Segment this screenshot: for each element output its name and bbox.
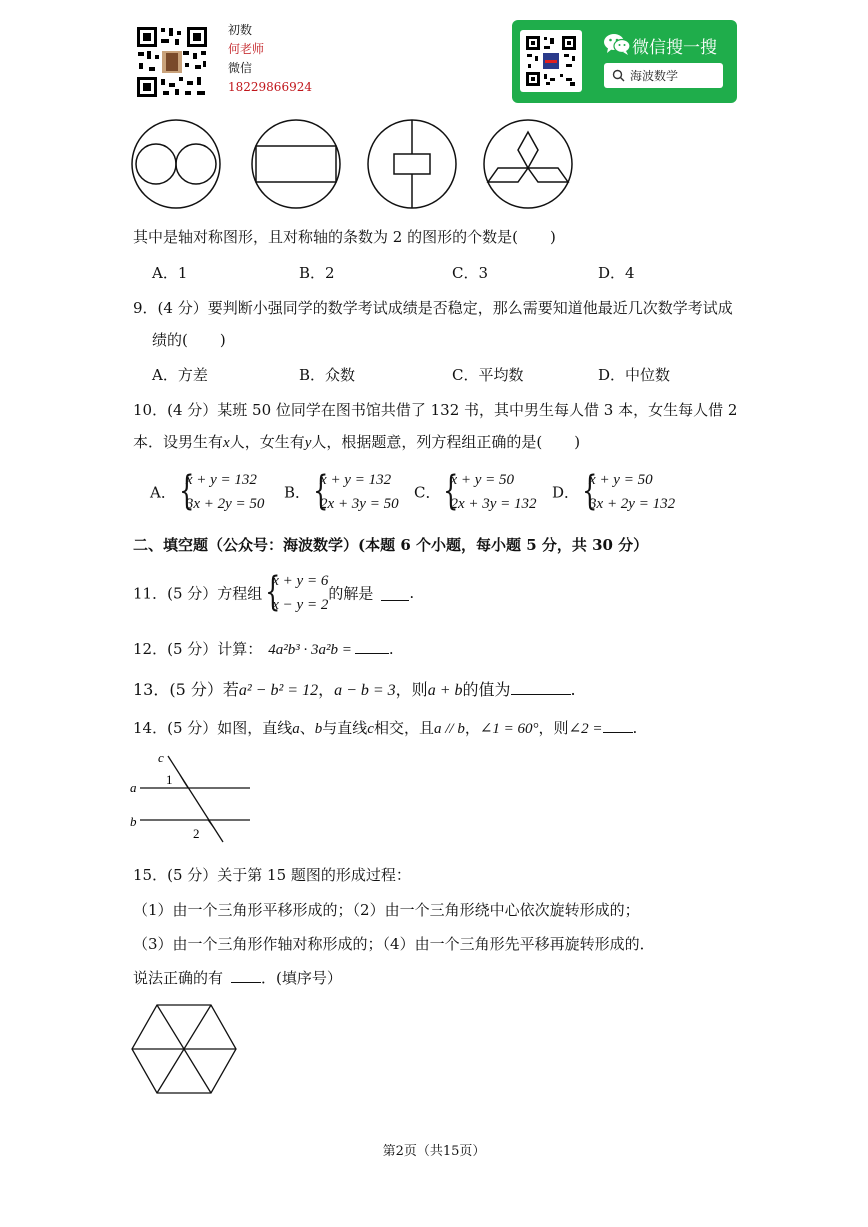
equation-system: { x + y = 132 2x + 3y = 50	[310, 468, 399, 516]
equation-system: { x + y = 50 2x + 3y = 132	[440, 468, 536, 516]
teacher-phone: 18229866924	[228, 80, 312, 94]
wechat-search-title: 微信搜一搜	[632, 38, 717, 58]
q15-hexagon-figure	[130, 1003, 240, 1095]
equation-system: { x + y = 6 x − y = 2	[262, 569, 328, 617]
qr-code-icon	[135, 25, 209, 99]
label-angle-1: 1	[166, 772, 173, 787]
label-c: c	[158, 750, 164, 765]
teacher-wechat-label: 微信	[228, 61, 253, 75]
q8-option-d[interactable]: D．4	[598, 264, 635, 282]
q9-option-b[interactable]: B．众数	[299, 366, 356, 384]
equation-system: { x + y = 132 3x + 2y = 50	[176, 468, 265, 516]
q9-option-d[interactable]: D．中位数	[598, 366, 671, 384]
equation-system: { x + y = 50 3x + 2y = 132	[579, 468, 675, 516]
q10-option-a[interactable]: A． { x + y = 132 3x + 2y = 50	[150, 468, 264, 516]
answer-blank[interactable]	[511, 680, 571, 695]
q11: 11．(5 分）方程组 { x + y = 6 x − y = 2 的解是 .	[133, 569, 414, 617]
q10-option-c[interactable]: C． { x + y = 50 2x + 3y = 132	[414, 468, 537, 516]
wechat-logo-icon	[603, 32, 631, 56]
label-b: b	[130, 814, 137, 829]
q9-option-c[interactable]: C．平均数	[452, 366, 524, 384]
q9-option-a[interactable]: A．方差	[152, 366, 208, 384]
q9-line-2: 绩的( )	[152, 331, 226, 349]
figure-circle-cross	[368, 120, 456, 208]
q10-option-d[interactable]: D． { x + y = 50 3x + 2y = 132	[552, 468, 675, 516]
teacher-qr-code	[135, 25, 209, 99]
section-2-title: 二、填空题（公众号：海波数学）(本题 6 个小题，每小题 5 分，共 30 分）	[133, 536, 649, 554]
q14-parallel-lines-figure	[128, 748, 258, 844]
search-icon	[612, 69, 625, 82]
q12: 12．(5 分）计算： 4a²b³ · 3a²b = .	[133, 640, 394, 658]
page-number: 第2页（共15页）	[382, 1144, 486, 1159]
q15-line-3: （3）由一个三角形作轴对称形成的；（4）由一个三角形先平移再旋转形成的．	[133, 935, 655, 953]
q8-option-a[interactable]: A．1	[152, 264, 188, 282]
q8-option-b[interactable]: B．2	[299, 264, 335, 282]
q8-figures	[128, 118, 588, 214]
answer-blank[interactable]	[603, 718, 633, 733]
teacher-subject: 初数	[228, 23, 253, 37]
label-angle-2: 2	[193, 826, 200, 841]
q10-option-b[interactable]: B． { x + y = 132 2x + 3y = 50	[284, 468, 399, 516]
q10-line-2: 本．设男生有x人，女生有y人，根据题意，列方程组正确的是( )	[133, 433, 581, 451]
figure-circle-rectangle	[252, 120, 340, 208]
q15-line-4: 说法正确的有 ．(填序号）	[133, 969, 342, 987]
q8-option-c[interactable]: C．3	[452, 264, 489, 282]
q8-statement: 其中是轴对称图形，且对称轴的条数为 2 的图形的个数是( )	[133, 228, 556, 246]
teacher-info	[228, 21, 312, 97]
label-a: a	[130, 780, 137, 795]
teacher-name: 何老师	[228, 42, 265, 56]
wechat-search-input[interactable]	[604, 63, 723, 88]
q10-line-1: 10．(4 分）某班 50 位同学在图书馆共借了 132 书，其中男生每人借 3 本，女生每人借 2	[133, 401, 738, 419]
answer-blank[interactable]	[355, 639, 389, 654]
q13: 13．(5 分）若a² − b² = 12，a − b = 3，则a + b的值为 .	[133, 680, 576, 699]
answer-blank[interactable]	[381, 586, 409, 601]
answer-blank[interactable]	[231, 968, 261, 983]
q14: 14．(5 分）如图，直线a、b与直线c相交，且a // b，∠1 = 60°，则∠2 = .	[133, 719, 638, 737]
q9-line-1: 9．(4 分）要判断小强同学的数学考试成绩是否稳定，那么需要知道他最近几次数学考试成	[133, 299, 733, 317]
qr-code-icon	[520, 30, 582, 92]
q15-line-2: （1）由一个三角形平移形成的；（2）由一个三角形绕中心依次旋转形成的；	[133, 901, 640, 919]
figure-circle-two-circles	[132, 120, 220, 208]
figure-circle-three-rhombi	[484, 120, 572, 208]
wechat-qr-code	[520, 30, 582, 92]
wechat-search-text: 海波数学	[630, 69, 679, 83]
q15-line-1: 15．(5 分）关于第 15 题图的形成过程：	[133, 866, 411, 884]
